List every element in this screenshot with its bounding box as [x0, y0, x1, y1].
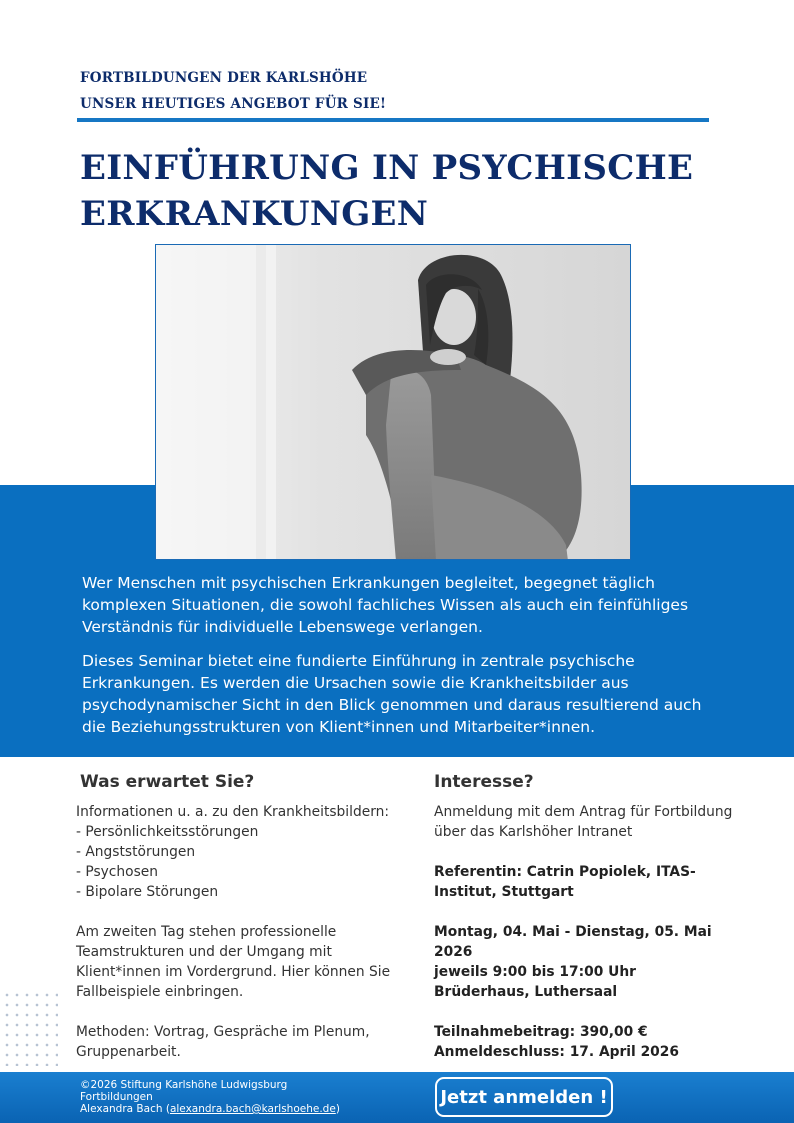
- left-paragraph-2: Am zweiten Tag stehen professionelle Teamstrukturen und der Umgang mit Klient*innen im Vordergrund. Hier können Sie Fallbeispiele einbringen.: [76, 924, 391, 1000]
- footer-text: [80, 1079, 340, 1115]
- header-divider: [77, 118, 709, 122]
- contact-name: Alexandra Bach: [80, 1103, 163, 1115]
- left-paragraph-3: Methoden: Vortrag, Gespräche im Plenum, Gruppenarbeit.: [76, 1024, 370, 1060]
- dot-pattern: [2, 990, 58, 1066]
- footer-dept: Fortbildungen: [80, 1091, 153, 1103]
- left-column: [76, 772, 410, 1062]
- deadline-text: Anmeldeschluss: 17. April 2026: [434, 1044, 679, 1060]
- footer-contact: Alexandra Bach (alexandra.bach@karlshoehe.de): [80, 1103, 340, 1115]
- contact-email-link[interactable]: alexandra.bach@karlshoehe.de: [169, 1103, 336, 1115]
- list-item: - Angststörungen: [76, 844, 196, 860]
- list-item: - Psychosen: [76, 864, 158, 880]
- intro-paragraph-1: Wer Menschen mit psychischen Erkrankungen begleitet, begegnet täglich komplexen Situationen, die sowohl fachliches Wissen als auch ein feinfühliges Verständnis für individuelle Lebenswege verlangen.: [82, 574, 689, 636]
- footer-copyright: ©2026 Stiftung Karlshöhe Ludwigsburg: [80, 1079, 288, 1091]
- venue-text: Brüderhaus, Luthersaal: [434, 984, 618, 1000]
- right-heading: Interesse?: [434, 772, 534, 792]
- list-item: - Bipolare Störungen: [76, 884, 219, 900]
- time-text: jeweils 9:00 bis 17:00 Uhr: [434, 964, 636, 980]
- hero-photo: [155, 244, 631, 560]
- left-lead: Informationen u. a. zu den Krankheitsbildern:: [76, 804, 390, 820]
- registration-text: Anmeldung mit dem Antrag für Fortbildung über das Karlshöher Intranet: [434, 804, 733, 840]
- speaker-text: Referentin: Catrin Popiolek, ITAS-Institut, Stuttgart: [434, 864, 696, 900]
- list-item: - Persönlichkeitsstörungen: [76, 824, 259, 840]
- fee-text: Teilnahmebeitrag: 390,00 €: [434, 1024, 648, 1040]
- date-text: Montag, 04. Mai - Dienstag, 05. Mai 2026: [434, 924, 712, 960]
- photo-sitting-woman-icon: [156, 245, 631, 560]
- register-button[interactable]: Jetzt anmelden !: [435, 1077, 613, 1117]
- header-line-1: FORTBILDUNGEN DER KARLSHÖHE: [80, 70, 368, 86]
- right-column: [434, 772, 734, 1062]
- page-title-line-2: ERKRANKUNGEN: [80, 194, 429, 234]
- header-line-2: UNSER HEUTIGES ANGEBOT FÜR SIE!: [80, 96, 387, 112]
- page-title-line-1: EINFÜHRUNG IN PSYCHISCHE: [80, 148, 694, 188]
- intro-paragraph-2: Dieses Seminar bietet eine fundierte Einführung in zentrale psychische Erkrankungen. Es werden die Ursachen sowie die Krankheitsbilder aus psychodynamischer Sicht in den Blick genommen und daraus resultierend auch die Beziehungsstrukturen von Klient*innen und Mitarbeiter*innen.: [82, 652, 702, 736]
- left-heading: Was erwartet Sie?: [80, 772, 255, 792]
